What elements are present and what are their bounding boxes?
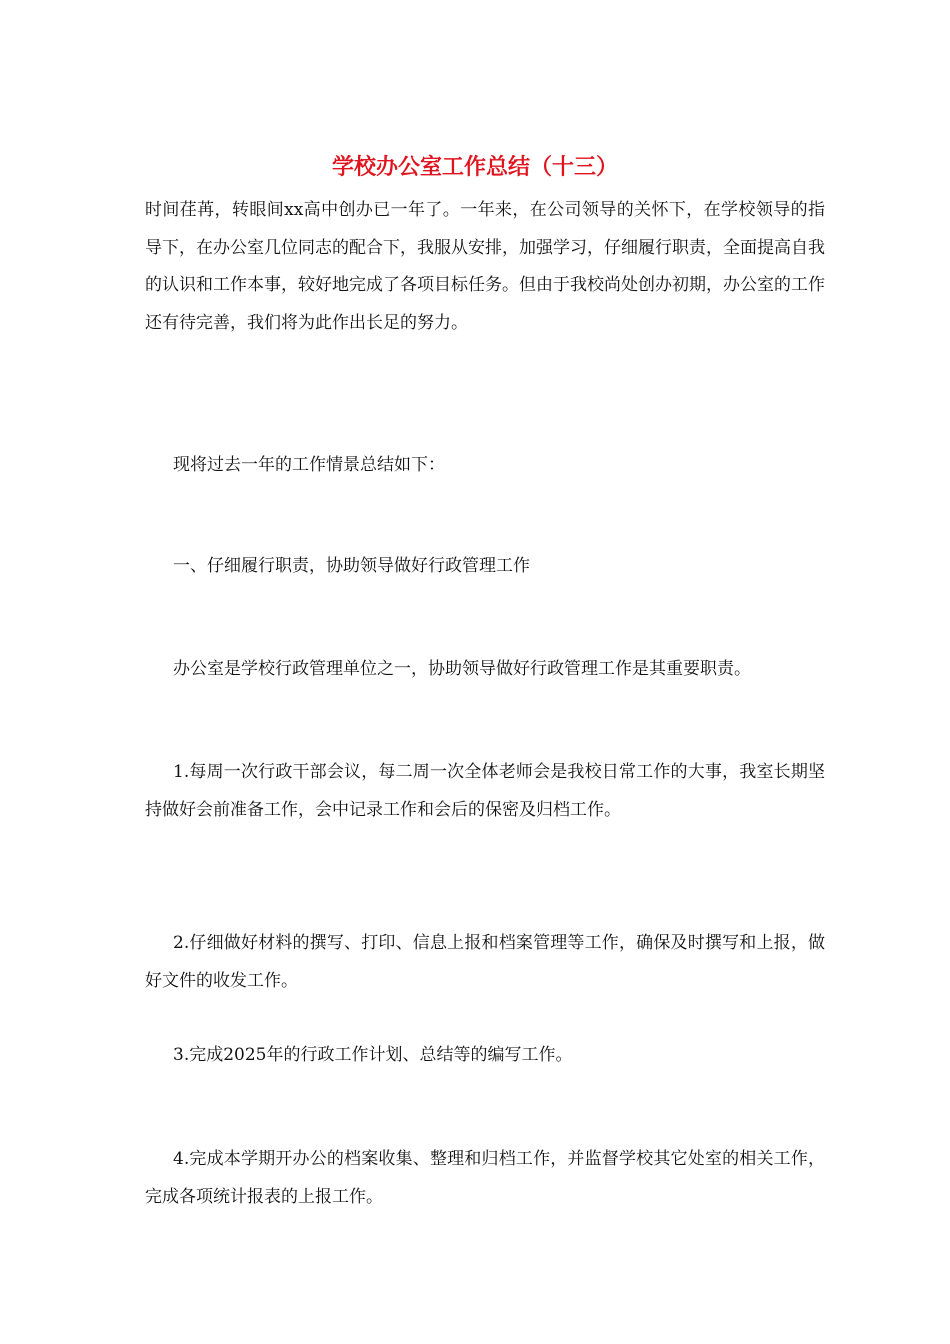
list-item-3: 3.完成2025年的行政工作计划、总结等的编写工作。 bbox=[173, 1045, 573, 1065]
section-heading-1: 一、仔细履行职责，协助领导做好行政管理工作 bbox=[173, 556, 530, 576]
paragraph-office-role: 办公室是学校行政管理单位之一，协助领导做好行政管理工作是其重要职责。 bbox=[173, 659, 751, 679]
paragraph-summary-lead: 现将过去一年的工作情景总结如下： bbox=[173, 455, 445, 475]
paragraph-intro: 时间荏苒，转眼间xx高中创办已一年了。一年来，在公司领导的关怀下，在学校领导的指导下，在办公室几位同志的配合下，我服从安排，加强学习，仔细履行职责，全面提高自我的认识和工作本事，较好地完成了各项目标任务。但由于我校尚处创办初期，办公室的工作还有待完善，我们将为此作出长足的努力。 bbox=[145, 200, 825, 333]
list-item-1: 1.每周一次行政干部会议，每二周一次全体老师会是我校日常工作的大事，我室长期坚持做好会前准备工作，会中记录工作和会后的保密及归档工作。 bbox=[145, 762, 825, 820]
document-title: 学校办公室工作总结（十三） bbox=[331, 154, 618, 180]
list-item-4: 4.完成本学期开办公的档案收集、整理和归档工作，并监督学校其它处室的相关工作，完成各项统计报表的上报工作。 bbox=[145, 1149, 825, 1207]
list-item-2: 2.仔细做好材料的撰写、打印、信息上报和档案管理等工作，确保及时撰写和上报，做好文件的收发工作。 bbox=[145, 933, 825, 991]
